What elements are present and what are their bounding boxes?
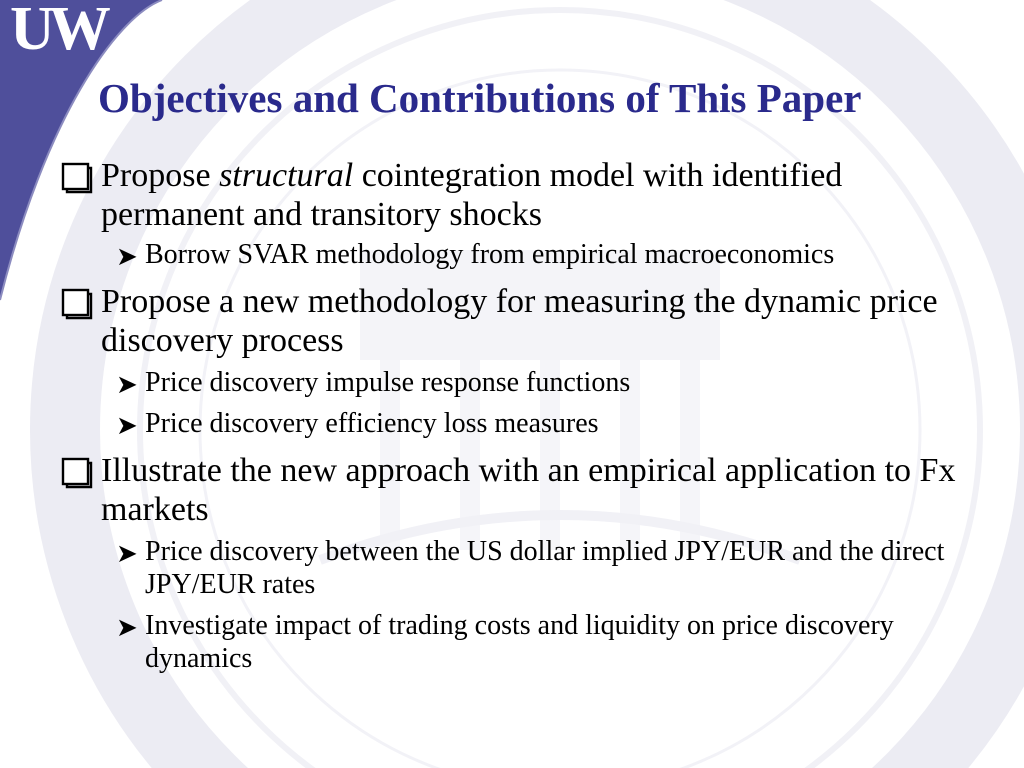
sub-bullet-text: Price discovery between the US dollar implied JPY/EUR and the direct JPY/EUR rates [145, 536, 945, 600]
sub-bullet-item [60, 238, 960, 271]
university-logo: UW [10, 0, 105, 63]
bullet-text: cointegration model with identified permanent and transitory shocks [101, 157, 843, 233]
bullet-item [60, 156, 960, 234]
sub-bullet-item [60, 407, 960, 440]
arrowhead-bullet-icon: ➤ [116, 370, 138, 399]
sub-bullet-text: Price discovery impulse response functions [145, 367, 631, 398]
arrowhead-bullet-icon: ➤ [116, 411, 138, 440]
bullet-text: Propose a new methodology for measuring the dynamic price discovery process [101, 283, 938, 359]
bullet-emphasis: structural [219, 157, 354, 194]
sub-bullet-text: Price discovery efficiency loss measures [145, 408, 599, 439]
sub-bullet-text: Investigate impact of trading costs and liquidity on price discovery dynamics [145, 610, 894, 674]
bullet-text: Propose [101, 157, 220, 194]
arrowhead-bullet-icon: ➤ [116, 242, 138, 271]
arrowhead-bullet-icon: ➤ [116, 613, 138, 642]
slide-content [60, 156, 960, 675]
slide-title: Objectives and Contributions of This Paper [98, 75, 862, 121]
sub-bullet-item [60, 366, 960, 399]
bullet-item [60, 282, 960, 360]
sub-bullet-text: Borrow SVAR methodology from empirical macroeconomics [145, 239, 835, 270]
hollow-square-bullet-icon [60, 287, 94, 321]
sub-bullet-item [60, 535, 960, 601]
bullet-text: Illustrate the new approach with an empirical application to Fx markets [101, 452, 956, 528]
sub-bullet-item [60, 609, 960, 675]
arrowhead-bullet-icon: ➤ [116, 539, 138, 568]
hollow-square-bullet-icon [60, 161, 94, 195]
hollow-square-bullet-icon [60, 456, 94, 490]
bullet-item [60, 451, 960, 529]
